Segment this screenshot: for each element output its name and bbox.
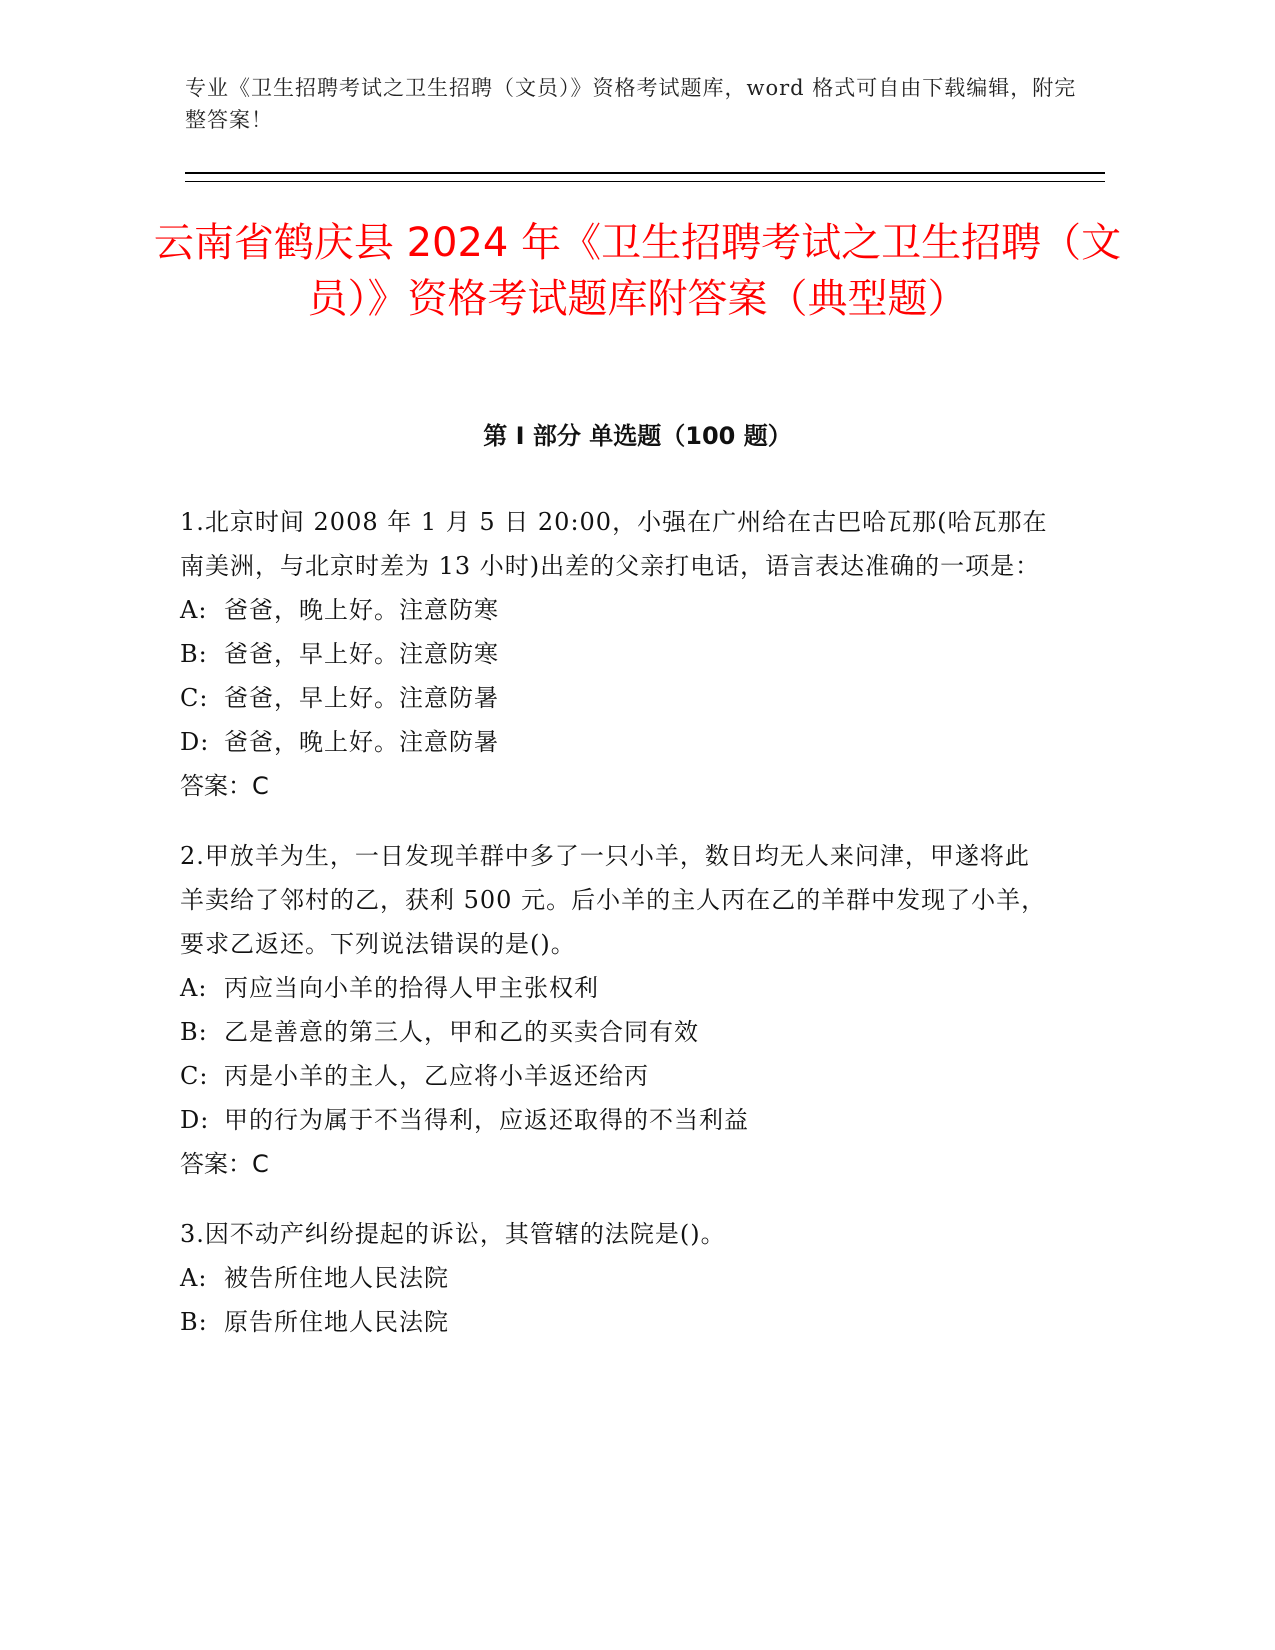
option-d: [180, 720, 1050, 764]
question-list: [180, 500, 1050, 1370]
option-c: [180, 1054, 1050, 1098]
option-b: [180, 632, 1050, 676]
option-b: [180, 1010, 1050, 1054]
question-1: [180, 500, 1050, 808]
question-3: [180, 1212, 1050, 1344]
answer: 答案：C: [180, 772, 269, 800]
option-c: [180, 676, 1050, 720]
option-key: A:: [180, 974, 208, 1002]
header-note: 专业《卫生招聘考试之卫生招聘（文员）》资格考试题库，word 格式可自由下载编辑，附完整答案！: [185, 76, 1077, 132]
option-text: 原告所住地人民法院: [224, 1308, 449, 1336]
option-text: 爸爸，晚上好。注意防暑: [224, 728, 499, 756]
document-title: 云南省鹤庆县 2024 年《卫生招聘考试之卫生招聘（文员）》资格考试题库附答案（典型题）: [153, 220, 1122, 322]
option-key: B:: [180, 1018, 208, 1046]
option-key: A:: [180, 596, 208, 624]
option-a: [180, 1256, 1050, 1300]
option-key: D:: [180, 1106, 210, 1134]
question-stem: 3.因不动产纠纷提起的诉讼，其管辖的法院是()。: [180, 1220, 726, 1248]
option-text: 爸爸，晚上好。注意防寒: [224, 596, 499, 624]
question-stem: 2.甲放羊为生，一日发现羊群中多了一只小羊，数日均无人来问津，甲遂将此羊卖给了邻村的乙，获利 500 元。后小羊的主人丙在乙的羊群中发现了小羊，要求乙返还。下列说法错误的是()。: [180, 842, 1047, 958]
option-key: A:: [180, 1264, 208, 1292]
option-key: C:: [180, 684, 209, 712]
option-key: C:: [180, 1062, 209, 1090]
header-rule-thin: [185, 181, 1105, 182]
option-text: 被告所住地人民法院: [224, 1264, 449, 1292]
answer: 答案：C: [180, 1150, 269, 1178]
option-a: [180, 966, 1050, 1010]
option-text: 乙是善意的第三人，甲和乙的买卖合同有效: [224, 1018, 699, 1046]
option-a: [180, 588, 1050, 632]
option-text: 丙应当向小羊的拾得人甲主张权利: [224, 974, 599, 1002]
option-text: 丙是小羊的主人，乙应将小羊返还给丙: [224, 1062, 649, 1090]
header-rule-thick: [185, 172, 1105, 174]
option-key: B:: [180, 1308, 208, 1336]
option-d: [180, 1098, 1050, 1142]
option-key: B:: [180, 640, 208, 668]
section-title: 第 I 部分 单选题（100 题）: [483, 422, 792, 450]
option-text: 甲的行为属于不当得利，应返还取得的不当利益: [224, 1106, 749, 1134]
option-b: [180, 1300, 1050, 1344]
option-text: 爸爸，早上好。注意防暑: [224, 684, 499, 712]
question-2: [180, 834, 1050, 1186]
option-key: D:: [180, 728, 210, 756]
option-text: 爸爸，早上好。注意防寒: [224, 640, 499, 668]
question-stem: 1.北京时间 2008 年 1 月 5 日 20:00，小强在广州给在古巴哈瓦那(哈瓦那在南美洲，与北京时差为 13 小时)出差的父亲打电话，语言表达准确的一项是：: [180, 508, 1048, 580]
